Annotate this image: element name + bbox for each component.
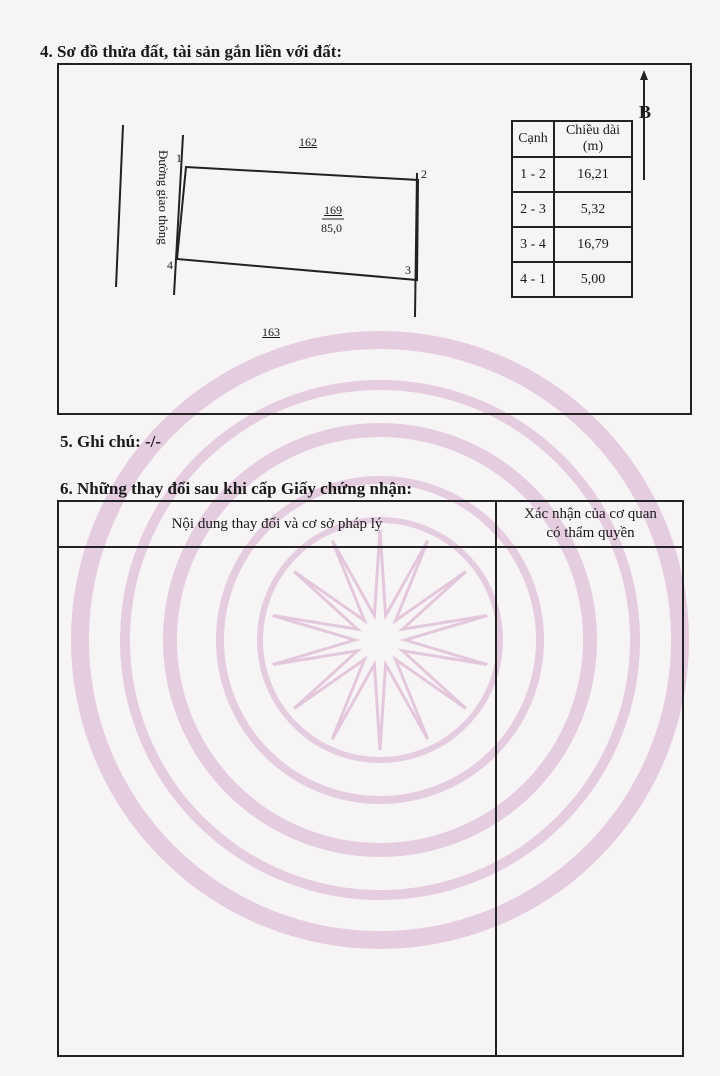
section-4-title: 4. Sơ đồ thửa đất, tài sản gắn liền với đất:: [40, 42, 343, 61]
edge-cell: 2 - 3: [512, 192, 554, 227]
col-header-confirmation-line1: Xác nhận của cơ quan: [524, 506, 657, 522]
north-label: B: [639, 102, 652, 122]
corner-2-label: 2: [421, 167, 427, 181]
table-header-row: [512, 121, 632, 157]
col-header-confirmation: [497, 505, 684, 543]
changes-table: [57, 500, 684, 1057]
section-6-title: 6. Những thay đổi sau khi cấp Giấy chứng nhận:: [60, 479, 413, 498]
length-cell: 5,32: [554, 192, 632, 227]
header-divider: [59, 546, 682, 548]
table-row: [512, 227, 632, 262]
length-cell: 16,79: [554, 227, 632, 262]
parcel-polygon: [177, 167, 418, 280]
table-row: [512, 157, 632, 192]
edge-length-table: [511, 120, 633, 298]
road-label: Đường giao thông: [156, 150, 171, 245]
corner-1-label: 1: [176, 151, 182, 165]
parcel-area: 85,0: [321, 221, 342, 235]
section-5-title: 5. Ghi chú: -/-: [60, 432, 162, 451]
length-cell: 16,21: [554, 157, 632, 192]
parcel-diagram: [57, 63, 692, 415]
edge-cell: 4 - 1: [512, 262, 554, 297]
corner-4-label: 4: [167, 258, 173, 272]
header-edge: Cạnh: [512, 121, 554, 157]
col-header-content: Nội dung thay đổi và cơ sở pháp lý: [171, 516, 383, 532]
length-cell: 5,00: [554, 262, 632, 297]
north-arrow-icon: [634, 70, 654, 182]
corner-3-label: 3: [405, 263, 411, 277]
neighbor-parcel-bottom: 163: [262, 325, 280, 339]
road-line: [116, 125, 123, 287]
edge-cell: 1 - 2: [512, 157, 554, 192]
column-divider: [495, 502, 497, 1055]
neighbor-parcel-top: 162: [299, 135, 317, 149]
parcel-number: 169: [324, 203, 342, 217]
edge-cell: 3 - 4: [512, 227, 554, 262]
col-header-confirmation-line2: có thẩm quyền: [546, 525, 635, 541]
header-length: Chiều dài (m): [554, 121, 632, 157]
table-row: [512, 262, 632, 297]
table-row: [512, 192, 632, 227]
